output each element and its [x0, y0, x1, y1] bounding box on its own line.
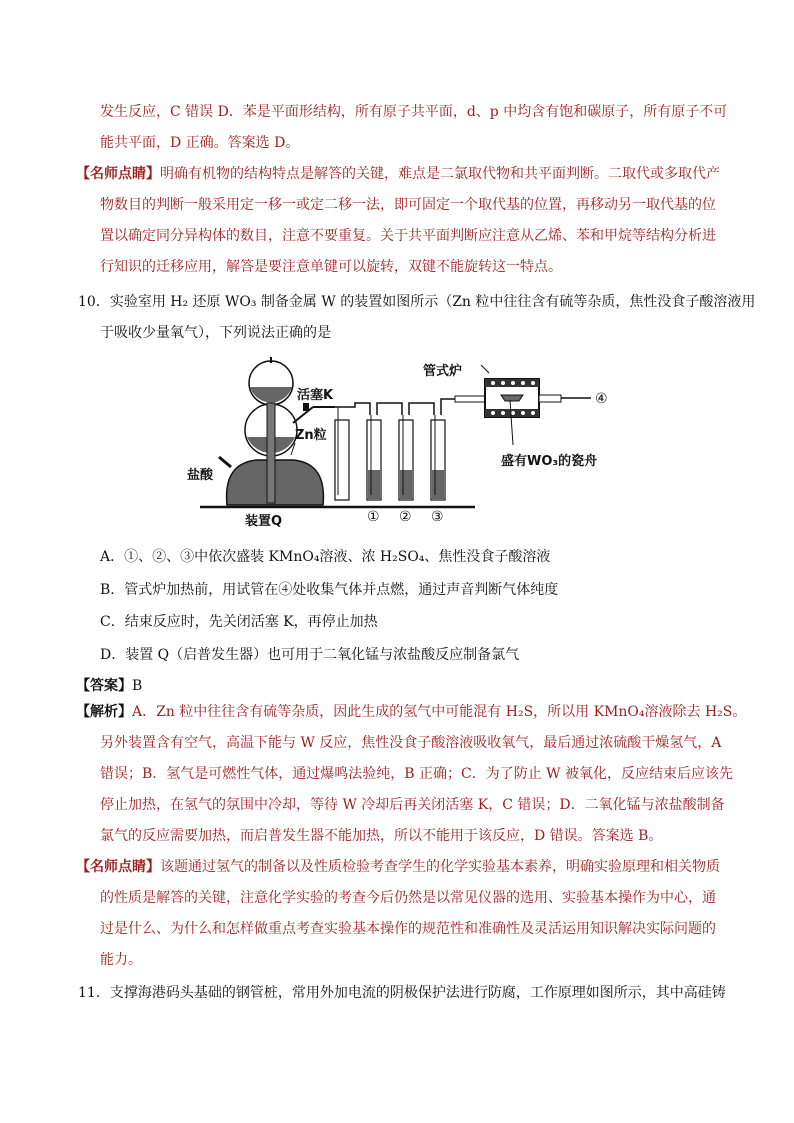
connector-3 — [409, 403, 434, 415]
tube-outlet — [539, 395, 561, 402]
analysis-line-1 — [76, 702, 746, 722]
tip2-tag: 【名师点睛】 — [76, 859, 160, 875]
furnace-dot — [521, 381, 525, 385]
tip2-line-1 — [76, 857, 720, 877]
answer-tag: 【答案】 — [76, 678, 132, 694]
q10-stem-1: 10．实验室用 H₂ 还原 WO₃ 制备金属 W 的装置如图所示（Zn 粒中往往含有硫等杂质，焦性没食子酸溶液用 — [78, 294, 756, 310]
option-b: B．管式炉加热前，用试管在④处收集气体并点燃，通过声音判断气体纯度 — [100, 582, 559, 598]
pointer-furnace — [481, 365, 489, 373]
label-boat: 盛有WO₃的瓷舟 — [501, 454, 598, 469]
bottle-1-empty — [335, 420, 349, 500]
furnace-dot — [511, 381, 515, 385]
tip1-line-2: 物数目的判断一般采用定一移一或定二移一法，即可固定一个取代基的位置，再移动另一取代基的位 — [100, 197, 716, 213]
furnace-dot — [531, 411, 535, 415]
label-device: 装置Q — [245, 514, 283, 529]
funnel-stem — [267, 403, 275, 503]
analysis-text-1: A．Zn 粒中往往含有硫等杂质，因此生成的氢气中可能混有 H₂S，所以用 KMnO₄溶液除去 H₂S。 — [132, 704, 747, 720]
tip2-line-4: 能力。 — [100, 952, 142, 968]
analysis-line-3: 错误；B．氢气是可燃性气体，通过爆鸣法验纯，B 正确；C．为了防止 W 被氧化，反应结束后应该先 — [100, 766, 734, 782]
label-bottle-1: ① — [367, 509, 380, 525]
tip2-text-1: 该题通过氢气的制备以及性质检验考查学生的化学实验基本素养，明确实验原理和相关物质 — [160, 859, 720, 875]
furnace-dot — [531, 381, 535, 385]
tip1-line-1 — [76, 164, 720, 184]
tip2-line-2: 的性质是解答的关键，注意化学实验的考查今后仍然是以常见仪器的选用、实验基本操作为中心，通 — [100, 890, 716, 906]
analysis-tag: 【解析】 — [76, 704, 132, 720]
bottle-2-liquid — [400, 470, 412, 499]
label-valve: 活塞K — [297, 388, 334, 403]
option-c: C．结束反应时，先关闭活塞 K，再停止加热 — [100, 614, 378, 630]
tip1-line-4: 行知识的迁移应用，解答是要注意单键可以旋转，双键不能旋转这一特点。 — [100, 259, 562, 275]
connector-1 — [335, 403, 370, 415]
valve-k — [303, 403, 309, 411]
tube-inlet — [455, 396, 485, 402]
answer-line — [76, 676, 142, 696]
bottle-3-liquid — [432, 470, 444, 499]
option-a: A．①、②、③中依次盛装 KMnO₄溶液、浓 H₂SO₄、焦性没食子酸溶液 — [100, 549, 551, 565]
tip1-tag: 【名师点睛】 — [76, 166, 160, 182]
label-outlet-4: ④ — [595, 391, 608, 407]
label-bottle-2: ② — [399, 509, 412, 525]
tip2-line-3: 过是什么、为什么和怎样做重点考查实验基本操作的规范性和准确性及灵活运用知识解决实际问题的 — [100, 921, 716, 937]
q10-stem-2: 于吸收少量氧气），下列说法正确的是 — [100, 325, 331, 341]
prev-answer-line-2: 能共平面，D 正确。答案选 D。 — [100, 135, 300, 151]
label-furnace: 管式炉 — [423, 364, 463, 379]
furnace-dot — [501, 411, 505, 415]
connector-4 — [441, 399, 455, 415]
bottle-1-liquid — [368, 470, 380, 499]
option-d: D．装置 Q（启普发生器）也可用于二氧化锰与浓盐酸反应制备氯气 — [100, 647, 520, 663]
furnace-dot — [491, 411, 495, 415]
prev-answer-line-1: 发生反应，C 错误 D．苯是平面形结构，所有原子共平面，d、p 中均含有饱和碳原子，所有原子不可 — [100, 104, 728, 120]
q11-stem-1: 11．支撑海港码头基础的钢管桩，常用外加电流的阴极保护法进行防腐，工作原理如图所示，其中高硅铸 — [78, 985, 726, 1001]
tip1-line-3: 置以确定同分异构体的数目，注意不要重复。关于共平面判断应注意从乙烯、苯和甲烷等结构分析进 — [100, 228, 716, 244]
analysis-line-4: 停止加热，在氢气的氛围中冷却，等待 W 冷却后再关闭活塞 K，C 错误；D．二氧化锰与浓盐酸制备 — [100, 797, 725, 813]
label-zn: Zn粒 — [295, 428, 327, 443]
label-bottle-3: ③ — [431, 509, 444, 525]
side-outlet — [219, 457, 231, 467]
furnace-dot — [521, 411, 525, 415]
label-acid: 盐酸 — [187, 468, 214, 483]
connector-2 — [377, 403, 402, 415]
answer-value: B — [132, 678, 143, 694]
porcelain-boat — [501, 395, 523, 401]
furnace-dot — [511, 411, 515, 415]
tip1-text-1: 明确有机物的结构特点是解答的关键，难点是二氯取代物和共平面判断。二取代或多取代产 — [160, 166, 720, 182]
analysis-line-5: 氯气的反应需要加热，而启普发生器不能加热，所以不能用于该反应，D 错误。答案选 B。 — [100, 828, 663, 844]
furnace-dot — [491, 381, 495, 385]
apparatus-figure — [187, 355, 640, 535]
analysis-line-2: 另外装置含有空气，高温下能与 W 反应，焦性没食子酸溶液吸收氧气，最后通过浓硫酸干燥氢气，A — [100, 735, 722, 751]
furnace-dot — [501, 381, 505, 385]
